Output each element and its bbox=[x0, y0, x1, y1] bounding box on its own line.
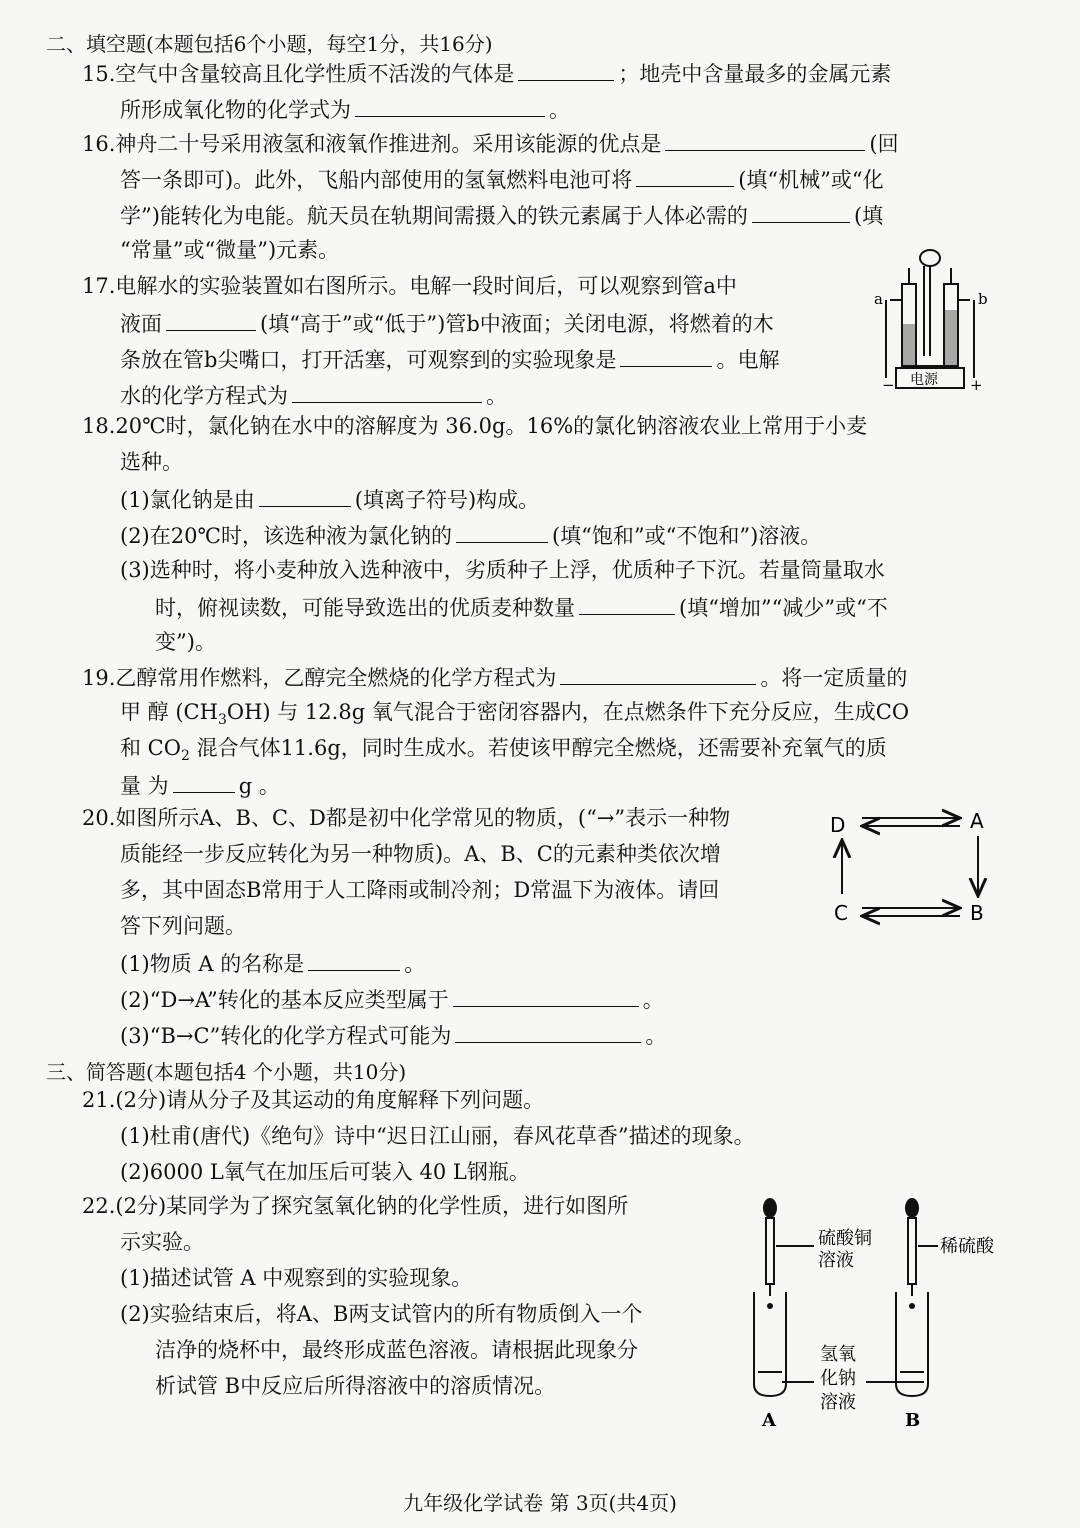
q15-text-2b: 。 bbox=[549, 98, 570, 122]
q17-blank-3[interactable] bbox=[292, 384, 482, 403]
q19-text-4b: g 。 bbox=[238, 774, 280, 798]
node-d: D bbox=[830, 813, 846, 837]
reservoir-bulb bbox=[920, 250, 940, 266]
minus-sign: − bbox=[882, 376, 895, 394]
q19-text-3a: 和 CO bbox=[120, 736, 181, 760]
q19-sub-2: 2 bbox=[180, 748, 190, 765]
q18-p3-2a: 时，俯视读数，可能导致选出的优质麦种数量 bbox=[155, 596, 575, 620]
q18-p2 bbox=[120, 524, 821, 547]
q19-blank-1[interactable] bbox=[560, 666, 756, 685]
q21-p1: (1)杜甫(唐代)《绝句》诗中“迟日江山丽，春风花草香”描述的现象。 bbox=[120, 1124, 755, 1148]
q16-text-2b: (填“机械”或“化 bbox=[738, 168, 884, 192]
q18-p1b: (填离子符号)构成。 bbox=[354, 488, 540, 512]
label-dilute-sulfuric-acid: 稀硫酸 bbox=[940, 1236, 994, 1257]
q20-p1a: (1)物质 A 的名称是 bbox=[120, 952, 305, 976]
power-label: 电源 bbox=[910, 372, 938, 388]
q20-p2a: (2)“D→A”转化的基本反应类型属于 bbox=[120, 988, 449, 1012]
q19-line2 bbox=[120, 702, 909, 727]
q17-line3 bbox=[120, 348, 779, 371]
q17-text-2a: 液面 bbox=[120, 312, 162, 336]
q16-line4: “常量”或“微量”)元素。 bbox=[120, 238, 340, 262]
node-b: B bbox=[970, 901, 984, 925]
plus-sign: + bbox=[970, 376, 983, 394]
q18-p2b: (填“饱和”或“不饱和”)溶液。 bbox=[551, 524, 822, 548]
q16-text-2a: 答一条即可)。此外，飞船内部使用的氢氧燃料电池可将 bbox=[120, 168, 633, 192]
q20-blank-3[interactable] bbox=[455, 1024, 641, 1043]
q20-p1 bbox=[120, 952, 425, 975]
q19-blank-2[interactable] bbox=[173, 774, 235, 793]
q16-line1 bbox=[82, 132, 899, 155]
q19-text-2b: OH) 与 12.8g 氧气混合于密闭容器内，在点燃条件下充分反应，生成CO bbox=[226, 700, 910, 724]
q18-p3-line3: 变”)。 bbox=[155, 630, 216, 654]
q19-sub-3: 3 bbox=[217, 712, 227, 729]
q17-blank-2[interactable] bbox=[620, 348, 712, 367]
dropper-bulb-a bbox=[764, 1199, 776, 1217]
q15-line2 bbox=[120, 98, 570, 121]
q20-blank-2[interactable] bbox=[453, 988, 639, 1007]
q17-line4 bbox=[120, 384, 507, 407]
q16-blank-2[interactable] bbox=[636, 168, 734, 187]
q22-p2-line2: 洁净的烧杯中，最终形成蓝色溶液。请根据此现象分 bbox=[155, 1338, 638, 1362]
q19-line3 bbox=[120, 738, 887, 763]
q19-text-2a: 甲 醇 (CH bbox=[120, 700, 218, 724]
q22-p2-line3: 析试管 B中反应后所得溶液中的溶质情况。 bbox=[155, 1374, 556, 1398]
q20-p1b: 。 bbox=[404, 952, 426, 976]
q20-line1: 20.如图所示A、B、C、D都是初中化学常见的物质，(“→”表示一种物 bbox=[82, 806, 731, 830]
q19-line4 bbox=[120, 774, 280, 797]
q18-p2a: (2)在20℃时，该选种液为氯化钠的 bbox=[120, 524, 452, 548]
q22-line2: 示实验。 bbox=[120, 1230, 204, 1254]
q20-line2: 质能经一步反应转化为另一种物质)。A、B、C的元素种类依次增 bbox=[120, 842, 721, 866]
section-3-title: 三、简答题(本题包括4 个小题，共10分) bbox=[46, 1060, 407, 1084]
node-c: C bbox=[834, 901, 848, 925]
q16-text-1a: 16.神舟二十号采用液氢和液氧作推进剂。采用该能源的优点是 bbox=[82, 132, 662, 156]
q15-blank-1[interactable] bbox=[518, 62, 614, 81]
q19-line1 bbox=[82, 666, 907, 689]
q17-text-2b: (填“高于”或“低于”)管b中液面；关闭电源，将燃着的木 bbox=[260, 312, 774, 336]
dropper-a bbox=[766, 1218, 774, 1284]
q17-text-3b: 。电解 bbox=[716, 348, 780, 372]
q15-text-1a: 15.空气中含量较高且化学性质不活泼的气体是 bbox=[82, 62, 515, 86]
test-tube-experiment-figure bbox=[742, 1196, 1002, 1432]
q16-line3 bbox=[120, 204, 883, 227]
q19-text-4a: 量 为 bbox=[120, 774, 169, 798]
q16-text-1b: (回 bbox=[869, 132, 899, 156]
q20-p2b: 。 bbox=[642, 988, 664, 1012]
q18-p3-line2 bbox=[155, 596, 888, 619]
q17-line2 bbox=[120, 312, 774, 335]
q15-text-2a: 所形成氧化物的化学式为 bbox=[120, 98, 351, 122]
q18-p3-line1: (3)选种时，将小麦种放入选种液中，劣质种子上浮，优质种子下沉。若量筒量取水 bbox=[120, 558, 885, 582]
label-copper-sulfate-2: 溶液 bbox=[818, 1250, 854, 1271]
q17-text-3a: 条放在管b尖嘴口，打开活塞，可观察到的实验现象是 bbox=[120, 348, 617, 372]
q17-text-4b: 。 bbox=[486, 384, 507, 408]
q20-blank-1[interactable] bbox=[308, 952, 400, 971]
q18-blank-3[interactable] bbox=[579, 596, 675, 615]
section-2-title: 二、填空题(本题包括6个小题，每空1分，共16分) bbox=[46, 32, 493, 56]
label-copper-sulfate-1: 硫酸铜 bbox=[818, 1228, 872, 1249]
page-footer: 九年级化学试卷 第 3页(共4页) bbox=[403, 1491, 677, 1515]
q16-text-3a: 学”)能转化为电能。航天员在轨期间需摄入的铁元素属于人体必需的 bbox=[120, 204, 748, 228]
q18-blank-2[interactable] bbox=[456, 524, 548, 543]
q22-p1: (1)描述试管 A 中观察到的实验现象。 bbox=[120, 1266, 473, 1290]
dropper-b bbox=[908, 1218, 916, 1284]
q19-text-1a: 19.乙醇常用作燃料，乙醇完全燃烧的化学方程式为 bbox=[82, 666, 557, 690]
q16-blank-1[interactable] bbox=[665, 132, 865, 151]
q18-p3-2b: (填“增加”“减少”或“不 bbox=[679, 596, 888, 620]
q20-p3b: 。 bbox=[645, 1024, 667, 1048]
q21-line1: 21.(2分)请从分子及其运动的角度解释下列问题。 bbox=[82, 1088, 545, 1112]
label-naoh-1: 氢氧 bbox=[820, 1344, 856, 1365]
q18-p1 bbox=[120, 488, 539, 511]
q16-text-3b: (填 bbox=[853, 204, 884, 228]
q19-text-3b: 混合气体11.6g，同时生成水。若使该甲醇完全燃烧，还需要补充氧气的质 bbox=[189, 736, 887, 760]
q21-p2: (2)6000 L氧气在加压后可装入 40 L钢瓶。 bbox=[120, 1160, 530, 1184]
q20-p3a: (3)“B→C”转化的化学方程式可能为 bbox=[120, 1024, 452, 1048]
q17-line1: 17.电解水的实验装置如右图所示。电解一段时间后，可以观察到管a中 bbox=[82, 274, 737, 298]
q20-p3 bbox=[120, 1024, 666, 1047]
q18-p1a: (1)氯化钠是由 bbox=[120, 488, 255, 512]
electrolysis-apparatus-figure bbox=[872, 244, 992, 394]
q22-line1: 22.(2分)某同学为了探究氢氧化钠的化学性质，进行如图所 bbox=[82, 1194, 629, 1218]
q17-text-4a: 水的化学方程式为 bbox=[120, 384, 288, 408]
tube-a-label: A bbox=[762, 1410, 776, 1431]
q18-blank-1[interactable] bbox=[259, 488, 351, 507]
tube-a-label: a bbox=[874, 290, 883, 308]
conversion-diagram bbox=[826, 804, 996, 928]
q15-text-1b: ；地壳中含量最多的金属元素 bbox=[618, 62, 892, 86]
q16-line2 bbox=[120, 168, 884, 191]
label-naoh-3: 溶液 bbox=[820, 1392, 856, 1413]
q20-line4: 答下列问题。 bbox=[120, 914, 246, 938]
q20-line3: 多，其中固态B常用于人工降雨或制冷剂；D常温下为液体。请回 bbox=[120, 878, 720, 902]
q20-p2 bbox=[120, 988, 664, 1011]
q17-blank-1[interactable] bbox=[166, 312, 256, 331]
q16-blank-3[interactable] bbox=[752, 204, 850, 223]
dropper-bulb-b bbox=[906, 1199, 918, 1217]
q18-line2: 选种。 bbox=[120, 450, 183, 474]
label-naoh-2: 化钠 bbox=[820, 1368, 856, 1389]
q15-line1 bbox=[82, 62, 891, 85]
tube-b-label: B bbox=[905, 1410, 921, 1431]
q18-line1: 18.20℃时，氯化钠在水中的溶解度为 36.0g。16%的氯化钠溶液农业上常用于小麦 bbox=[82, 414, 868, 438]
q19-text-1b: 。将一定质量的 bbox=[760, 666, 908, 690]
q15-blank-2[interactable] bbox=[355, 98, 545, 117]
tube-b-label: b bbox=[978, 290, 988, 308]
q22-p2-line1: (2)实验结束后，将A、B两支试管内的所有物质倒入一个 bbox=[120, 1302, 643, 1326]
node-a: A bbox=[970, 809, 984, 833]
